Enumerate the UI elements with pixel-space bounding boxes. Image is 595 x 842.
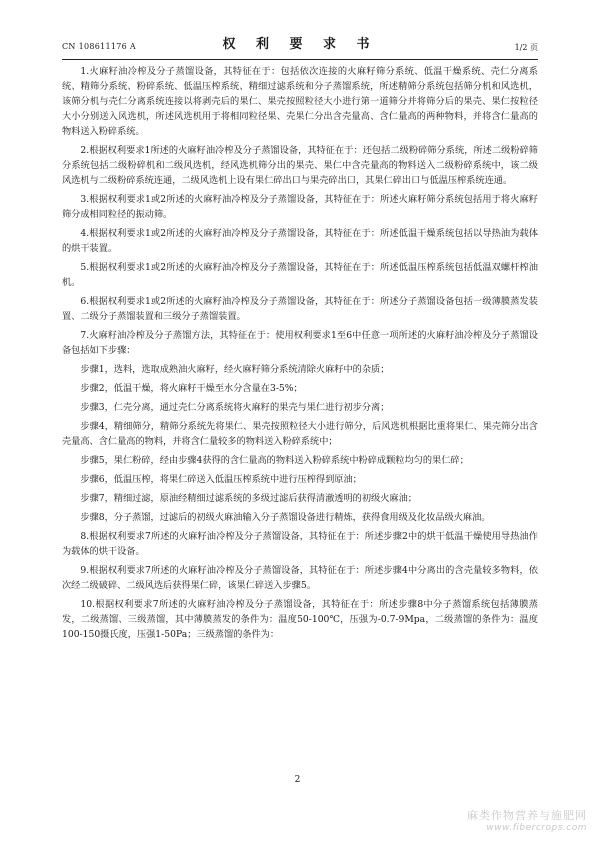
claim-6: 6.根据权利要求1或2所述的火麻籽油冷榨及分子蒸馏设备，其特征在于：所述分子蒸馏设备包括一级薄膜蒸发装置、二级分子蒸馏装置和三级分子蒸馏装置。 xyxy=(62,296,538,322)
claim-7-step-4: 步骤4，精细筛分，精筛分系统先将果仁、果壳按照粒径大小进行筛分，后风选机根据比重将果仁、果壳筛分出含壳量高、含仁量高的物料，并将含仁量较多的物料送入粉碎系统中； xyxy=(62,421,538,447)
document-title: 权 利 要 求 书 xyxy=(222,37,378,52)
claim-7-step-7: 步骤7，精细过滤，原油经精细过滤系统的多级过滤后获得清澈透明的初级火麻油； xyxy=(80,493,417,504)
claim-5: 5.根据权利要求1或2所述的火麻籽油冷榨及分子蒸馏设备，其特征在于：所述低温压榨系统包括低温双螺杆榨油机。 xyxy=(62,262,538,288)
claim-7-step-6: 步骤6，低温压榨，将果仁碎送入低温压榨系统中进行压榨得到原油； xyxy=(80,474,362,485)
claim-7-step-8: 步骤8，分子蒸馏，过滤后的初级火麻油输入分子蒸馏设备进行精炼，获得食用级及化妆品级火麻油。 xyxy=(80,512,491,523)
page-header xyxy=(62,30,538,60)
claim-7: 7.火麻籽油冷榨及分子蒸馏方法，其特征在于：使用权利要求1至6中任意一项所述的火麻籽油冷榨及分子蒸馏设备包括如下步骤： xyxy=(62,330,538,356)
claim-7-step-2: 步骤2，低温干燥，将火麻籽干燥至水分含量在3-5%； xyxy=(80,383,303,394)
claim-9: 9.根据权利要求7所述的火麻籽油冷榨及分子蒸馏设备，其特征在于：所述步骤4中分离出的含壳量较多物料，依次经二级破碎、二级风选后获得果仁碎，该果仁碎送入步骤5。 xyxy=(62,565,538,591)
watermark xyxy=(467,807,587,833)
watermark-site-name: 麻类作物营养与施肥网 xyxy=(467,809,587,822)
claim-3: 3.根据权利要求1或2所述的火麻籽油冷榨及分子蒸馏设备，其特征在于：所述火麻籽筛分系统包括用于将火麻籽筛分成相同粒径的振动筛。 xyxy=(62,194,538,220)
header-rule xyxy=(62,59,538,60)
claim-10: 10.根据权利要求7所述的火麻籽油冷榨及分子蒸馏设备，其特征在于：所述步骤8中分子蒸馏系统包括薄膜蒸发，二级蒸馏、三级蒸馏，其中薄膜蒸发的条件为：温度50-100℃，压强为-0.7-9Mpa，二级蒸馏的条件为：温度100-150摄氏度，压强1-50Pa；三级蒸馏的条件为： xyxy=(62,599,538,640)
claim-2: 2.根据权利要求1所述的火麻籽油冷榨及分子蒸馏设备，其特征在于：还包括二级粉碎筛分系统，所述二级粉碎筛分系统包括二级粉碎机和二级风选机，经风选机筛分出的果壳、果仁中含壳量高的物料送入二级粉碎系统中，该二级风选机与二级粉碎系统连通，二级风选机上设有果仁碎出口与果壳碎出口，其果仁碎出口与低温压榨系统连通。 xyxy=(62,145,538,186)
claim-8: 8.根据权利要求7所述的火麻籽油冷榨及分子蒸馏设备，其特征在于：所述步骤2中的烘干低温干燥使用导热油作为载体的烘干设备。 xyxy=(62,531,538,557)
claims-body xyxy=(62,64,538,646)
page-number: 2 xyxy=(294,775,301,785)
publication-number: CN 108611176 A xyxy=(62,42,136,51)
claim-4: 4.根据权利要求1或2所述的火麻籽油冷榨及分子蒸馏设备，其特征在于：所述低温干燥系统包括以导热油为载体的烘干装置。 xyxy=(62,228,538,254)
claim-1: 1.火麻籽油冷榨及分子蒸馏设备，其特征在于：包括依次连接的火麻籽筛分系统、低温干燥系统、壳仁分离系统、精筛分系统、粉碎系统、低温压榨系统、精细过滤系统和分子蒸馏系统，所述精筛分系统包括筛分机和风选机，该筛分机与壳仁分离系统连接以将剥壳后的果仁、果壳按照粒径大小进行第一道筛分并将筛分后的果壳、果仁按粒径大小分别送入风选机，所述风选机用于将相同粒径果、壳果仁分出含壳量高、含仁量高的两种物料，并将含仁量高的物料送入粉碎系统。 xyxy=(62,66,538,137)
watermark-url: www.fibercrops.com xyxy=(486,823,587,833)
page-indicator: 1/2 页 xyxy=(514,43,538,52)
claim-7-step-5: 步骤5，果仁粉碎，经由步骤4获得的含仁量高的物料送入粉碎系统中粉碎成颗粒均匀的果仁碎； xyxy=(80,455,469,466)
claim-7-step-1: 步骤1，选料，选取成熟油火麻籽，经火麻籽筛分系统清除火麻籽中的杂质； xyxy=(80,364,390,375)
claim-7-step-3: 步骤3，仁壳分离，通过壳仁分离系统将火麻籽的果壳与果仁进行初步分离； xyxy=(80,402,390,413)
